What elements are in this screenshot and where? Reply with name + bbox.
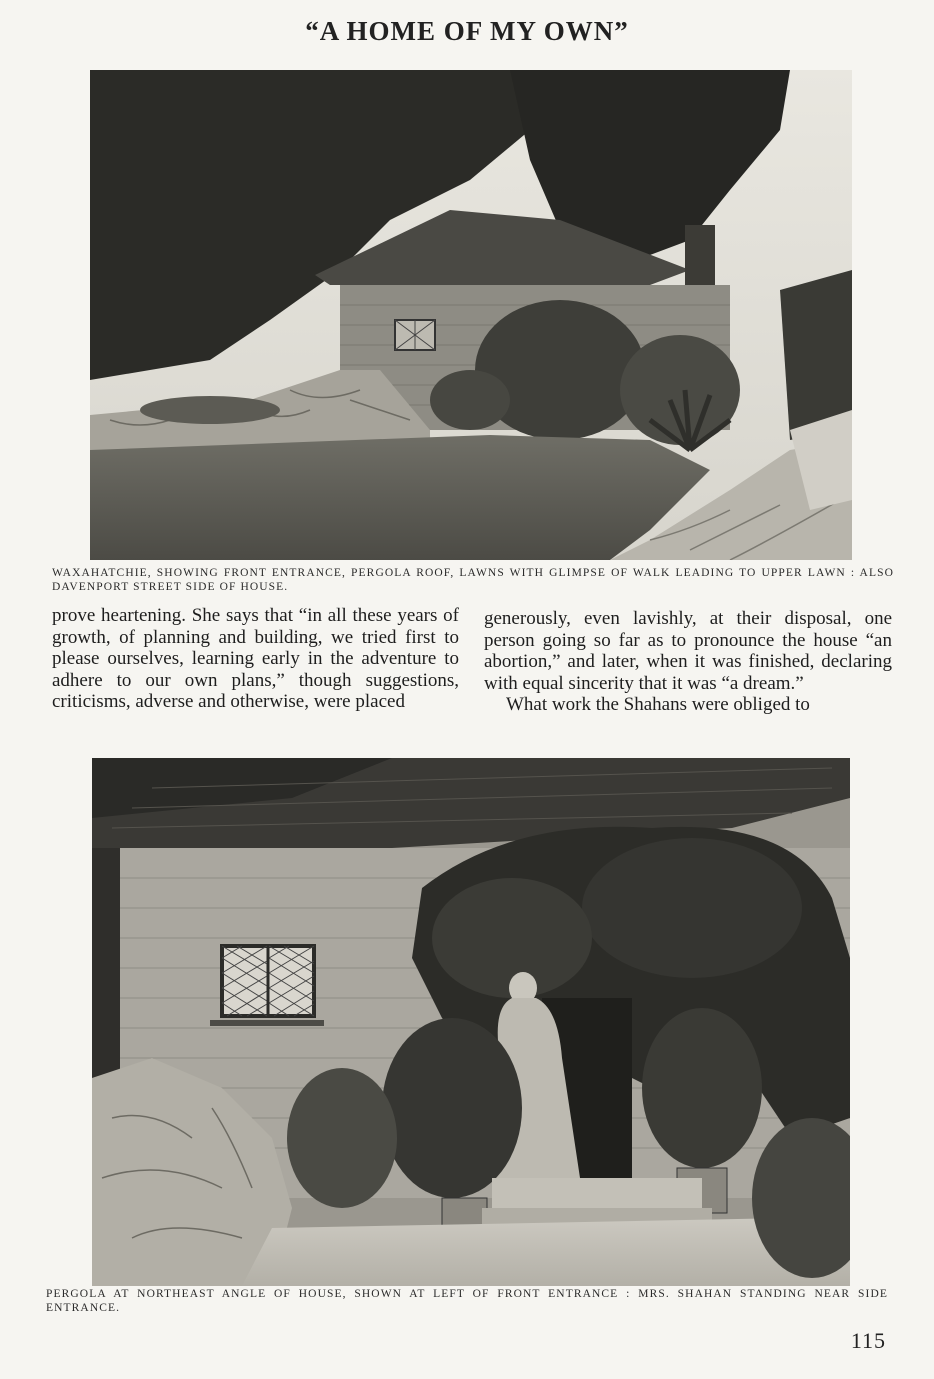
paragraph: generously, even lavishly, at their disposal, one person going so far as to pronounce the house “an abortion,” and later, when it was finished, declaring with equal sincerity that it was “a dream.”	[484, 608, 892, 694]
paragraph: prove heartening. She says that “in all these years of growth, of planning and building, we tried first to please ourselves, learning early in the adventure to adhere to our own plans,” though suggestions, criticisms, adverse and otherwise, were placed	[52, 605, 459, 712]
page-title: “A HOME OF MY OWN”	[305, 16, 629, 46]
paragraph: What work the Shahans were obliged to	[506, 694, 810, 715]
body-text-left-column	[52, 605, 459, 713]
photo-caption-top: WAXAHATCHIE, SHOWING FRONT ENTRANCE, PERGOLA ROOF, LAWNS WITH GLIMPSE OF WALK LEADING TO UPPER LAWN : ALSO DAVENPORT STREET SIDE OF HOUSE.	[52, 567, 894, 593]
photo-caption-bottom: PERGOLA AT NORTHEAST ANGLE OF HOUSE, SHOWN AT LEFT OF FRONT ENTRANCE : MRS. SHAHAN STANDING NEAR SIDE ENTRANCE.	[46, 1288, 888, 1314]
page-number: 115	[850, 1328, 886, 1353]
body-text-right-column	[484, 608, 892, 716]
pergola-photo	[92, 758, 850, 1286]
house-front-photo	[90, 70, 852, 560]
